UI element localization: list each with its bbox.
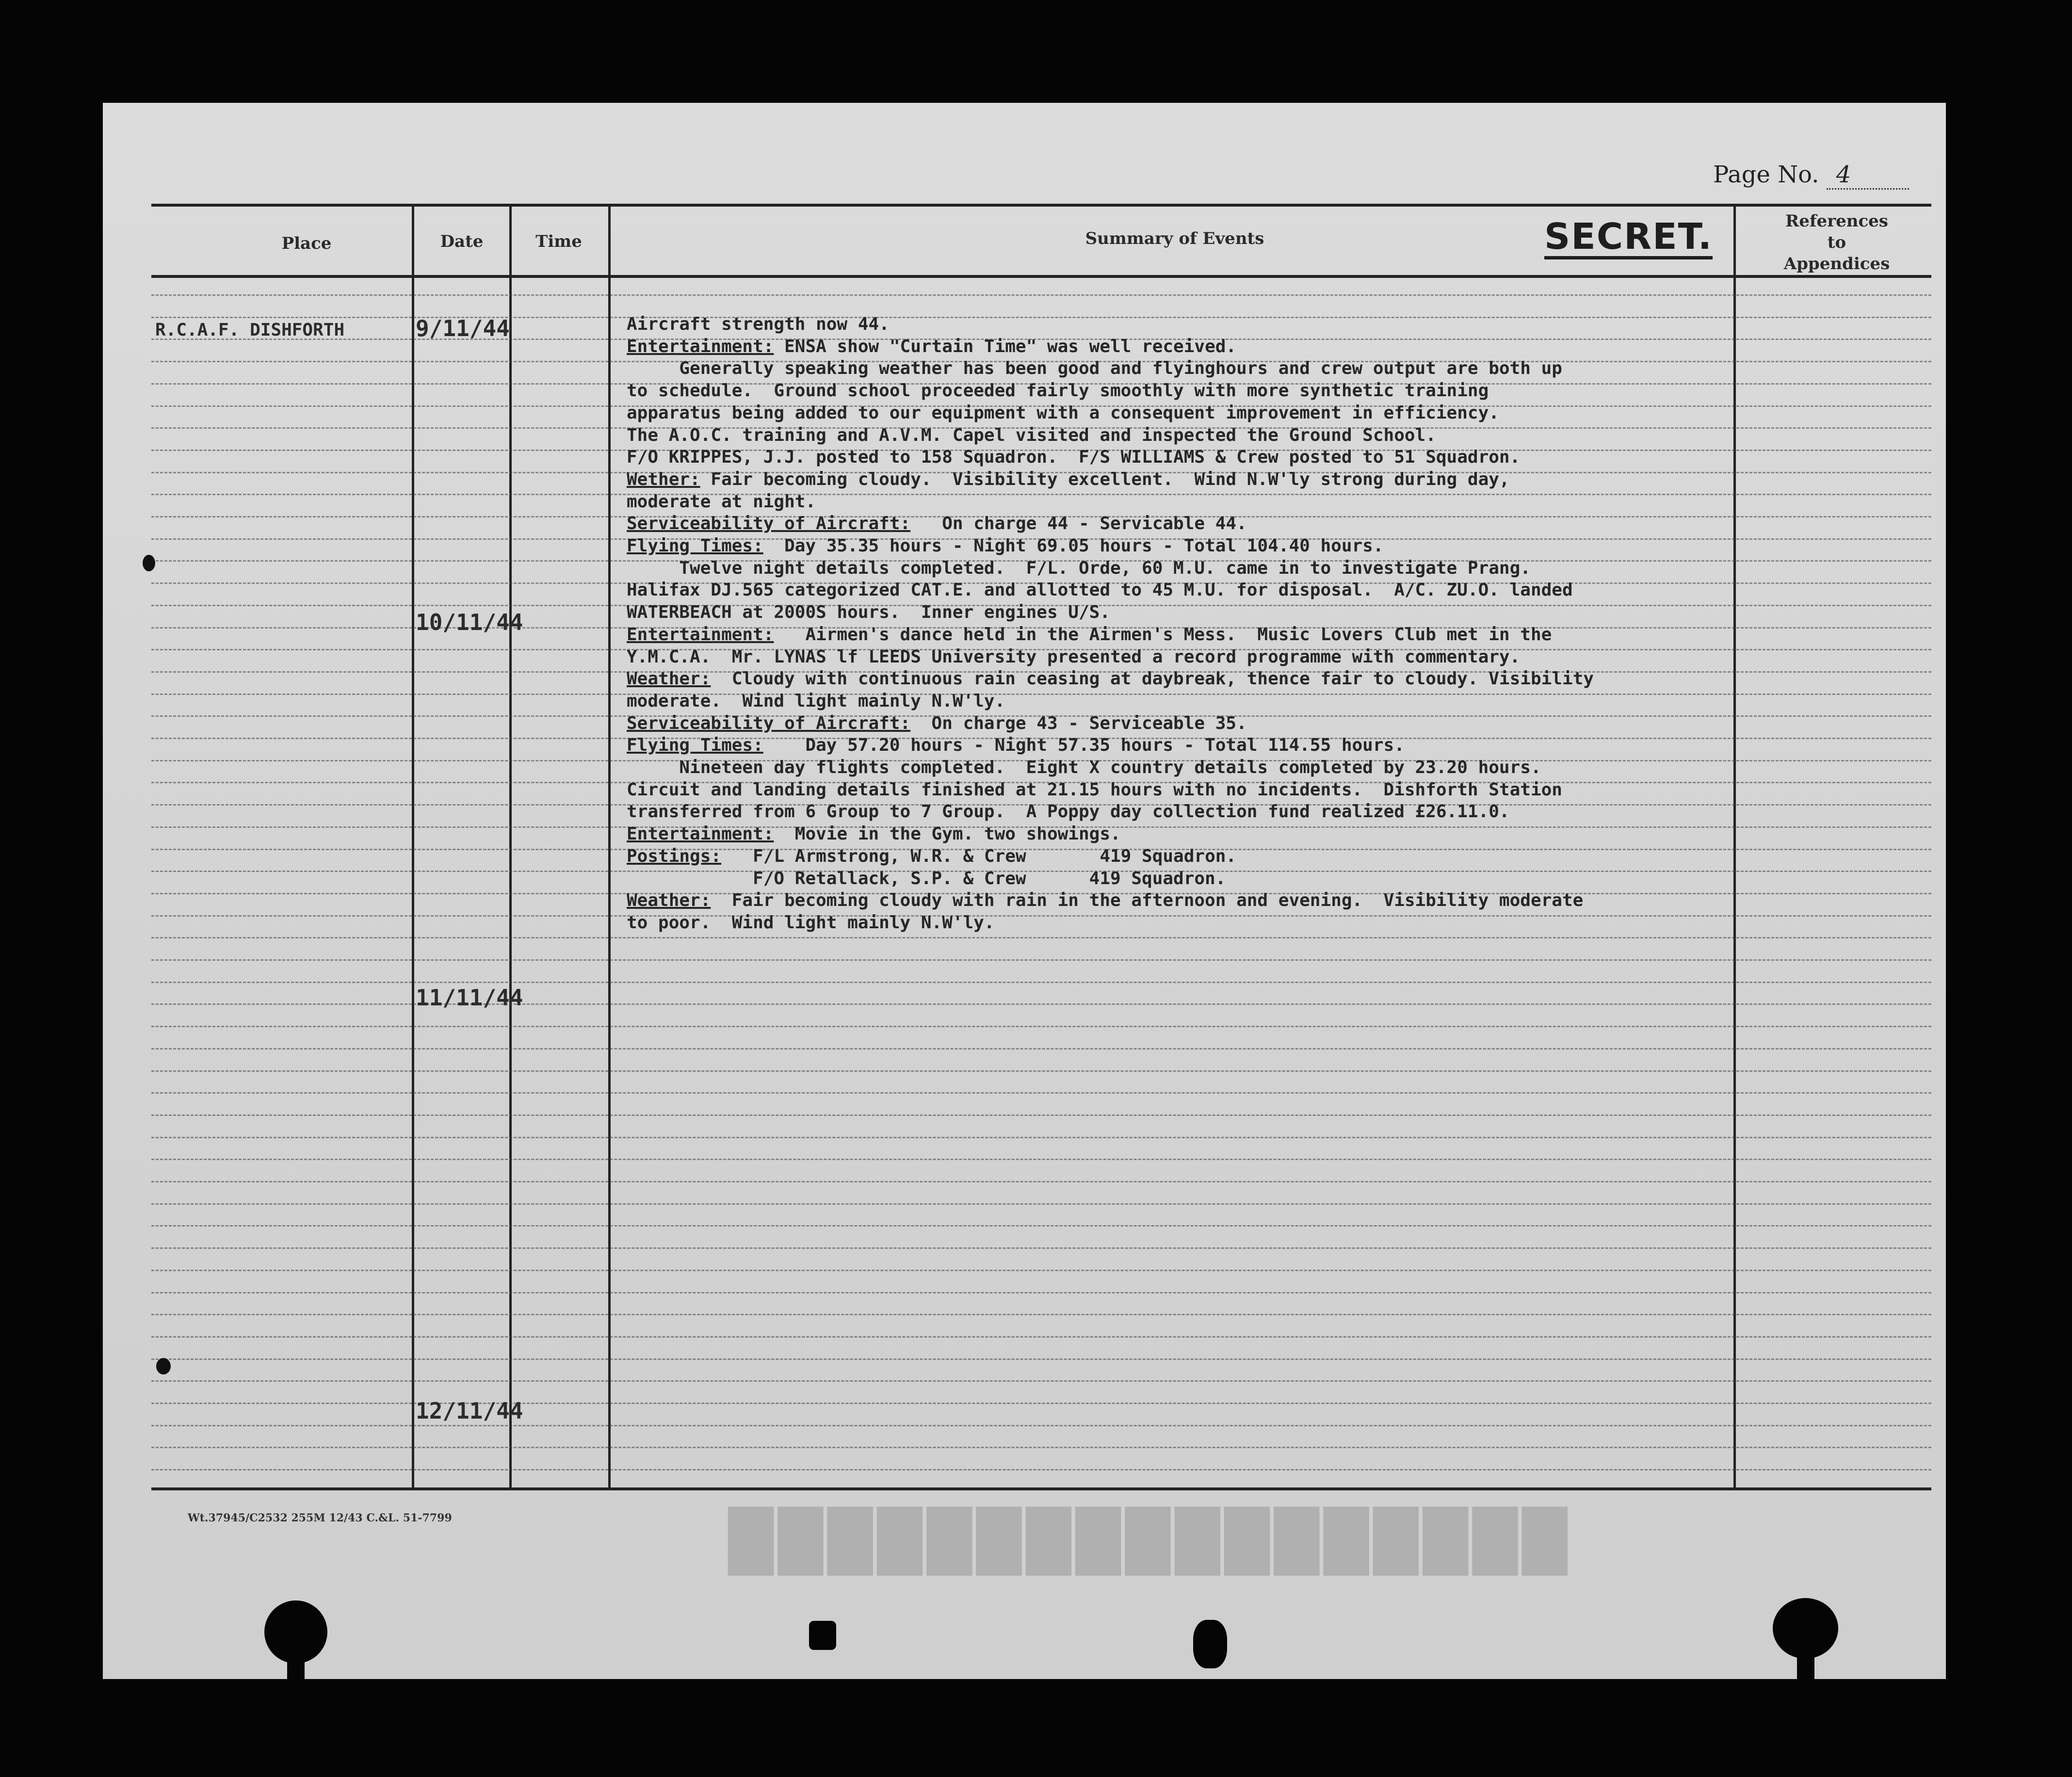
ledger-rule	[151, 1447, 1931, 1448]
ledger-rule	[151, 694, 1931, 695]
ledger-rule	[151, 1026, 1931, 1027]
summary-line-text: moderate. Wind light mainly N.W'ly.	[627, 691, 1005, 711]
ledger-rule	[151, 1203, 1931, 1205]
ledger-rule	[151, 1358, 1931, 1360]
ledger-rule	[151, 937, 1931, 938]
summary-line-heading: Entertainment:	[627, 624, 774, 645]
binder-hole	[1193, 1620, 1227, 1668]
date-entry: 9/11/44	[416, 315, 510, 341]
summary-line	[627, 403, 1499, 423]
summary-line-text: Movie in the Gym. two showings.	[774, 824, 1121, 844]
date-entry: 12/11/44	[416, 1398, 523, 1424]
summary-line	[627, 536, 1384, 556]
ledger-rule	[151, 915, 1931, 917]
page-number	[1713, 161, 1909, 190]
date-entry: 10/11/44	[416, 609, 523, 635]
references-line-2: to	[1827, 233, 1846, 252]
ledger-rule	[151, 959, 1931, 961]
ledger-rule	[151, 1092, 1931, 1094]
summary-line-heading: Flying Times:	[627, 536, 763, 556]
summary-line-text: Twelve night details completed. F/L. Orde, 60 M.U. came in to investigate Prang.	[627, 558, 1531, 578]
binder-hole-slot	[287, 1649, 305, 1688]
summary-line-text: Generally speaking weather has been good and flyinghours and crew output are both up	[627, 358, 1562, 379]
summary-line	[627, 846, 1236, 866]
ledger-rule	[151, 1115, 1931, 1116]
summary-line-text: On charge 43 - Serviceable 35.	[910, 713, 1247, 733]
secret-stamp: SECRET.	[1544, 217, 1713, 259]
summary-column-divider	[608, 204, 611, 1489]
summary-line-heading: Entertainment:	[627, 336, 774, 356]
summary-line-text: Circuit and landing details finished at 21.15 hours with no incidents. Dishforth Station	[627, 779, 1562, 800]
ledger-rule	[151, 1425, 1931, 1426]
ledger-rule	[151, 494, 1931, 495]
summary-line-text: Day 57.20 hours - Night 57.35 hours - Total 114.55 hours.	[763, 735, 1405, 756]
summary-line-text: Airmen's dance held in the Airmen's Mess. Music Lovers Club met in the	[774, 624, 1552, 645]
summary-line	[627, 358, 1562, 378]
summary-line	[627, 337, 1236, 356]
summary-line-heading: Weather:	[627, 890, 711, 911]
summary-line-heading: Weather:	[627, 669, 711, 689]
summary-line-text: to poor. Wind light mainly N.W'ly.	[627, 912, 995, 933]
summary-line	[627, 425, 1436, 445]
ledger-rule	[151, 1380, 1931, 1382]
summary-line	[627, 824, 1121, 844]
summary-line	[627, 314, 890, 334]
summary-line-text: transferred from 6 Group to 7 Group. A Poppy day collection fund realized £26.11.0.	[627, 802, 1510, 822]
summary-line-text: Y.M.C.A. Mr. LYNAS lf LEEDS University presented a record programme with commentary.	[627, 646, 1521, 667]
header-bottom-border	[151, 275, 1931, 278]
summary-line	[627, 469, 1510, 489]
binder-hole-slot	[1797, 1647, 1814, 1688]
summary-line	[627, 669, 1594, 689]
table-bottom-border	[151, 1487, 1931, 1490]
summary-line-text: Aircraft strength now 44.	[627, 314, 890, 334]
ledger-rule	[151, 1048, 1931, 1050]
summary-line	[627, 913, 995, 933]
summary-line	[627, 869, 1226, 888]
summary-line-text: On charge 44 - Servicable 44.	[910, 514, 1247, 534]
summary-line	[627, 647, 1520, 667]
ledger-rule	[151, 1270, 1931, 1271]
summary-line-heading: Flying Times:	[627, 735, 763, 756]
binder-hole	[809, 1621, 836, 1650]
summary-line-text: Halifax DJ.565 categorized CAT.E. and allotted to 45 M.U. for disposal. A/C. ZU.O. landed	[627, 580, 1573, 600]
summary-line	[627, 558, 1531, 578]
summary-line	[627, 514, 1247, 533]
column-header-time: Time	[535, 232, 582, 251]
table-top-border	[151, 204, 1931, 207]
summary-line-text: Day 35.35 hours - Night 69.05 hours - Total 104.40 hours.	[763, 536, 1384, 556]
summary-line	[627, 602, 1110, 622]
column-header-date: Date	[440, 232, 484, 251]
summary-line	[627, 802, 1510, 822]
column-header-place: Place	[281, 234, 332, 253]
ledger-rule	[151, 1469, 1931, 1470]
summary-line	[627, 713, 1247, 733]
summary-line	[627, 890, 1583, 910]
ledger-rule	[151, 1070, 1931, 1072]
place-entry: R.C.A.F. DISHFORTH	[155, 320, 345, 340]
time-column-divider	[509, 204, 512, 1489]
form-print-code: Wt.37945/C2532 255M 12/43 C.&L. 51-7799	[188, 1512, 452, 1524]
ledger-rule	[151, 1247, 1931, 1249]
summary-line	[627, 447, 1520, 467]
summary-line-text: F/L Armstrong, W.R. & Crew 419 Squadron.	[721, 846, 1237, 866]
page-number-label: Page No.	[1713, 161, 1819, 188]
summary-line	[627, 492, 816, 512]
summary-line-text: F/O Retallack, S.P. & Crew 419 Squadron.	[627, 868, 1226, 888]
summary-line	[627, 758, 1541, 777]
summary-line-heading: Entertainment:	[627, 824, 774, 844]
summary-line-heading: Serviceability of Aircraft:	[627, 713, 911, 733]
page-number-value: 4	[1827, 161, 1909, 190]
summary-line-text: Fair becoming cloudy with rain in the afternoon and evening. Visibility moderate	[711, 890, 1584, 911]
summary-line-text: to schedule. Ground school proceeded fairly smoothly with more synthetic training	[627, 381, 1489, 401]
ledger-rule	[151, 1292, 1931, 1293]
summary-line-heading: Wether:	[627, 469, 700, 489]
document-page	[103, 103, 1946, 1679]
summary-line-text: Fair becoming cloudy. Visibility excellent. Wind N.W'ly strong during day,	[700, 469, 1510, 489]
ledger-rule	[151, 294, 1931, 296]
summary-line	[627, 381, 1489, 401]
summary-line	[627, 780, 1562, 800]
reverse-side-bleed-through: █████████████████	[724, 1507, 1567, 1575]
references-column-divider	[1733, 204, 1736, 1489]
ledger-rule	[151, 982, 1931, 983]
summary-line-heading: Serviceability of Aircraft:	[627, 514, 911, 534]
ink-mark	[143, 555, 155, 571]
summary-line-text: ENSA show "Curtain Time" was well received.	[774, 336, 1237, 356]
ledger-rule	[151, 1159, 1931, 1160]
summary-line-text: The A.O.C. training and A.V.M. Capel visited and inspected the Ground School.	[627, 425, 1436, 445]
summary-line	[627, 735, 1405, 755]
summary-line	[627, 691, 1005, 711]
summary-line-text: moderate at night.	[627, 491, 816, 512]
references-line-1: References	[1785, 211, 1888, 231]
summary-line	[627, 625, 1552, 645]
summary-line-heading: Postings:	[627, 846, 722, 866]
date-entry: 11/11/44	[416, 985, 523, 1011]
date-column-divider	[412, 204, 414, 1489]
summary-line-text: apparatus being added to our equipment with a consequent improvement in efficiency.	[627, 403, 1499, 423]
ledger-rule	[151, 1137, 1931, 1138]
ledger-rule	[151, 1181, 1931, 1182]
summary-line	[627, 580, 1573, 600]
summary-line-text: WATERBEACH at 2000S hours. Inner engines U/S.	[627, 602, 1110, 623]
ledger-rule	[151, 1336, 1931, 1338]
ledger-rule	[151, 1225, 1931, 1227]
ink-mark	[156, 1358, 171, 1374]
references-line-3: Appendices	[1783, 254, 1890, 274]
summary-line-text: Cloudy with continuous rain ceasing at daybreak, thence fair to cloudy. Visibility	[711, 669, 1594, 689]
column-header-summary: Summary of Events	[1085, 229, 1264, 248]
ledger-rule	[151, 1314, 1931, 1315]
summary-line-text: Nineteen day flights completed. Eight X country details completed by 23.20 hours.	[627, 758, 1541, 777]
column-header-references	[1749, 210, 1924, 275]
summary-line-text: F/O KRIPPES, J.J. posted to 158 Squadron. F/S WILLIAMS & Crew posted to 51 Squadron.	[627, 447, 1521, 468]
